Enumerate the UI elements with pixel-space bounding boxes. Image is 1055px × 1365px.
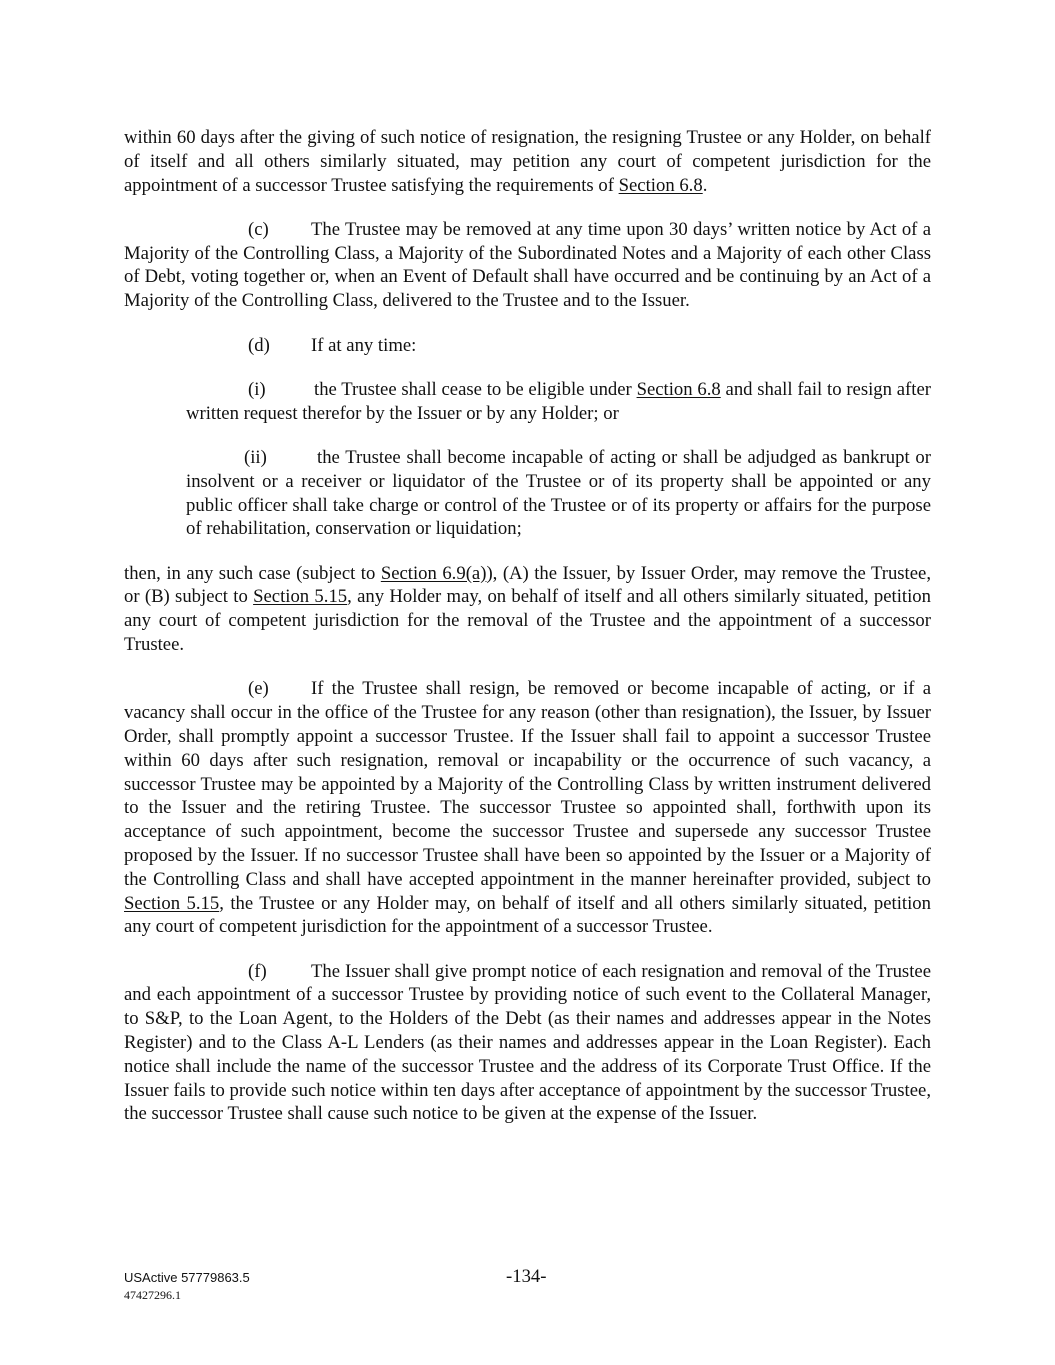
clause-label: (i): [248, 378, 266, 400]
paragraph-d-i: (i) the Trustee shall cease to be eligible under Section 6.8 and shall fail to resign after written request therefor by the Issuer or by any Holder; or: [186, 378, 931, 424]
page-number: -134-: [506, 1266, 547, 1287]
clause-label: (ii): [244, 446, 267, 468]
paragraph-d-ii: (ii) the Trustee shall become incapable of acting or shall be adjudged as bankrupt or insolvent or a receiver or liquidator of the Trustee or of its property shall be appointed or any public officer shall take charge or control of the Trustee or of its property or affairs for the purpose of rehabilitation, conservation or liquidation;: [186, 446, 931, 540]
clause-label: (e): [248, 678, 269, 700]
paragraph-c: (c) The Trustee may be removed at any time upon 30 days’ written notice by Act of a Majority of the Controlling Class, a Majority of the Subordinated Notes and a Majority of each other Class of Debt, voting together or, when an Event of Default shall have occurred and be continuing by an Act of a Majority of the Controlling Class, delivered to the Trustee and to the Issuer.: [124, 218, 931, 312]
paragraph-e: (e) If the Trustee shall resign, be removed or become incapable of acting, or if a vacancy shall occur in the office of the Trustee for any reason (other than resignation), the Issuer, by Issuer Order, shall promptly appoint a successor Trustee. If the Issuer shall fail to appoint a successor Trustee within 60 days after such resignation, removal or incapability or the occurrence of such vacancy, a successor Trustee may be appointed by a Majority of the Controlling Class by written instrument delivered to the Issuer and the retiring Trustee. The successor Trustee so appointed shall, forthwith upon its acceptance of such appointment, become the successor Trustee and supersede any successor Trustee proposed by the Issuer. If no successor Trustee shall have been so appointed by the Issuer or a Majority of the Controlling Class and shall have accepted appointment in the manner hereinafter provided, subject to Section 5.15, the Trustee or any Holder may, on behalf of itself and all others similarly situated, petition any court of competent jurisdiction for the appointment of a successor Trustee.: [124, 678, 931, 938]
clause-label: (d): [248, 334, 270, 356]
section-reference: Section 6.8: [636, 378, 721, 400]
section-reference: Section 6.8: [618, 174, 703, 196]
paragraph-f: (f) The Issuer shall give prompt notice of each resignation and removal of the Trustee and each appointment of a successor Trustee by providing notice of such event to the Collateral Manager, to S&P, to the Loan Agent, to the Holders of the Debt (as their names and addresses appear in the Notes Register) and to the Class A-L Lenders (as their names and addresses appear in the Loan Register). Each notice shall include the name of the successor Trustee and the address of its Corporate Trust Office. If the Issuer fails to provide such notice within ten days after acceptance of appointment by the successor Trustee, the successor Trustee shall cause such notice to be given at the expense of the Issuer.: [124, 960, 931, 1125]
paragraph-d-then: then, in any such case (subject to Section 6.9(a)), (A) the Issuer, by Issuer Order, may remove the Trustee, or (B) subject to Section 5.15, any Holder may, on behalf of itself and all others similarly situated, petition any court of competent jurisdiction for the removal of the Trustee and the appointment of a successor Trustee.: [124, 562, 932, 656]
section-reference: Section 5.15: [253, 586, 348, 608]
paragraph-d: (d) If at any time:: [248, 334, 417, 356]
section-reference: Section 5.15: [124, 892, 220, 914]
section-reference: Section 6.9(a): [380, 562, 487, 584]
document-body: [124, 126, 931, 1147]
paragraph-b-continued: within 60 days after the giving of such notice of resignation, the resigning Trustee or any Holder, on behalf of itself and all others similarly situated, may petition any court of competent jurisdiction for the appointment of a successor Trustee satisfying the requirements of Section 6.8.: [124, 127, 931, 196]
footer-doc-id-secondary: 47427296.1: [124, 1288, 181, 1302]
footer-doc-id: USActive 57779863.5: [124, 1270, 250, 1285]
clause-label: (c): [248, 218, 269, 240]
clause-label: (f): [248, 960, 267, 982]
